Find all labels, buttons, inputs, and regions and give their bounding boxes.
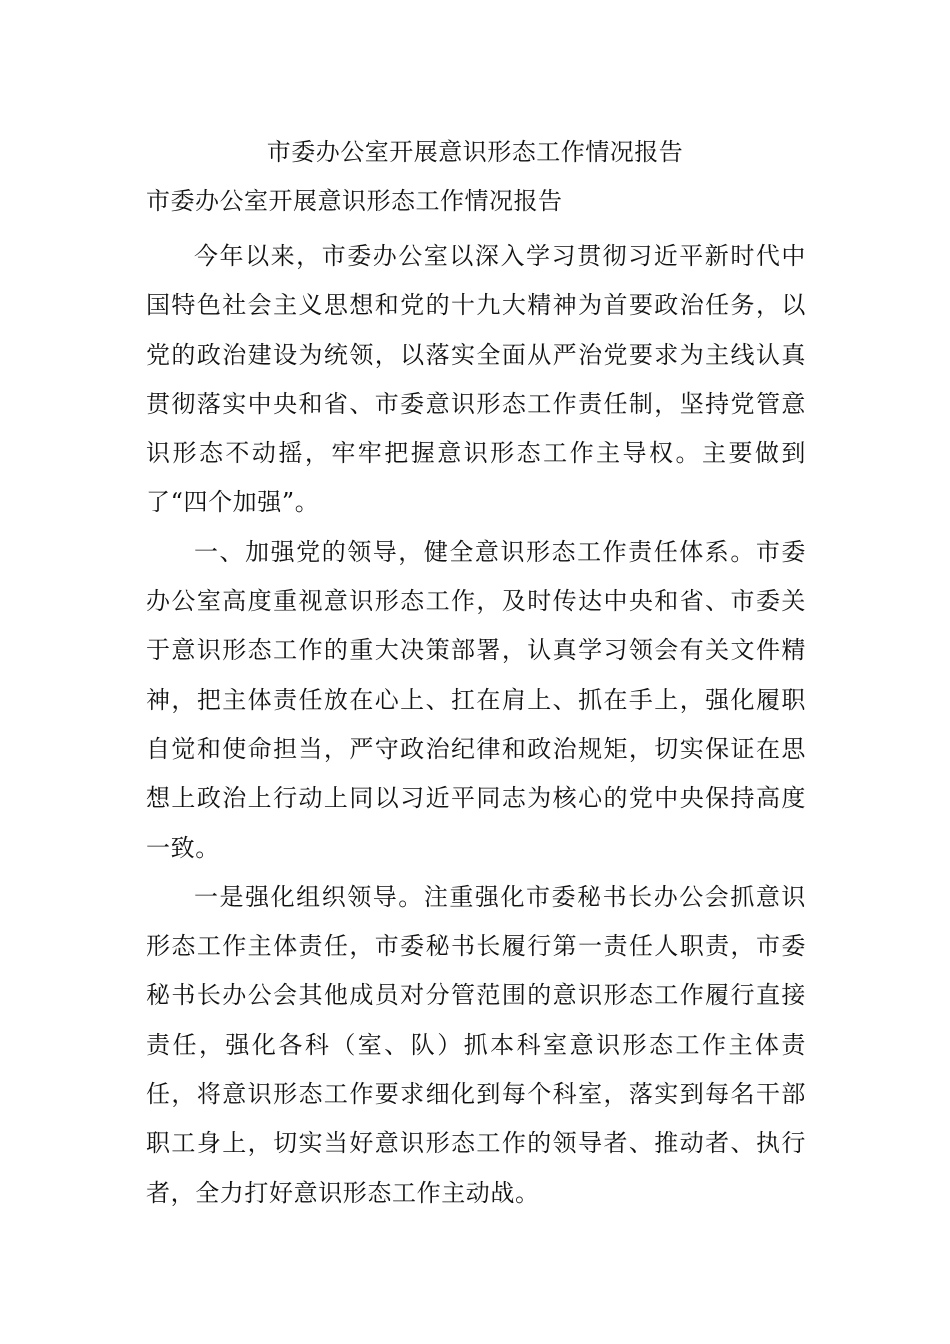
document-subtitle: 市委办公室开展意识形态工作情况报告 [146, 187, 563, 215]
paragraph-section-one: 一、加强党的领导，健全意识形态工作责任体系。市委办公室高度重视意识形态工作，及时传达中央和省、市委关于意识形态工作的重大决策部署，认真学习领会有关文件精神，把主体责任放在心上、扛在肩上、抓在手上，强化履职自觉和使命担当，严守政治纪律和政治规矩，切实保证在思想上政治上行动上同以习近平同志为核心的党中央保持高度一致。 [146, 537, 806, 862]
document-body [146, 232, 806, 1218]
paragraph-intro: 今年以来，市委办公室以深入学习贯彻习近平新时代中国特色社会主义思想和党的十九大精神为首要政治任务，以党的政治建设为统领，以落实全面从严治党要求为主线认真贯彻落实中央和省、市委意识形态工作责任制，坚持党管意识形态不动摇，牢牢把握意识形态工作主导权。主要做到了“四个加强”。 [146, 242, 806, 517]
document-title: 市委办公室开展意识形态工作情况报告 [266, 138, 684, 166]
paragraph-organization-leadership: 一是强化组织领导。注重强化市委秘书长办公会抓意识形态工作主体责任，市委秘书长履行第一责任人职责，市委秘书长办公会其他成员对分管范围的意识形态工作履行直接责任，强化各科（室、队）抓本科室意识形态工作主体责任，将意识形态工作要求细化到每个科室，落实到每名干部职工身上，切实当好意识形态工作的领导者、推动者、执行者，全力打好意识形态工作主动战。 [146, 882, 806, 1207]
